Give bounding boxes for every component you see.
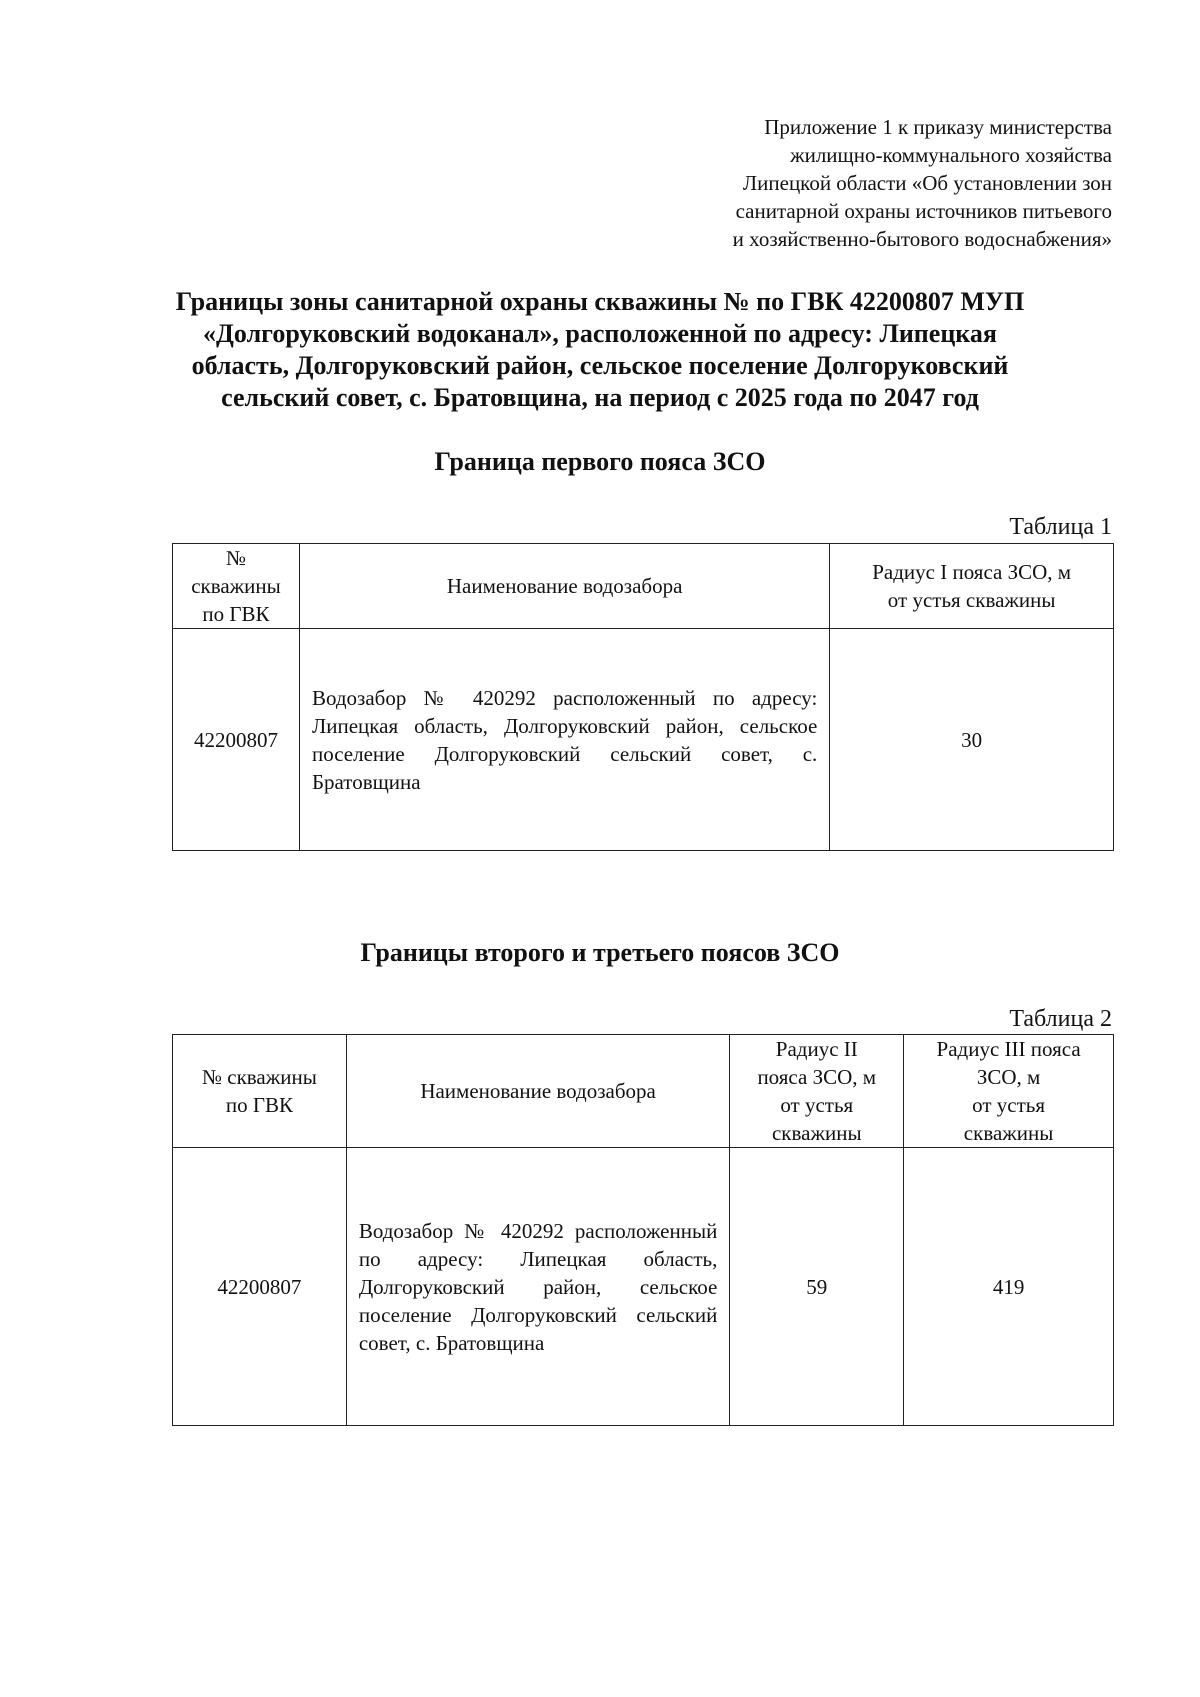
appendix-line: Липецкой области «Об установлении зон	[742, 171, 1112, 195]
table1-header-well-no: № скважины по ГВК	[173, 544, 300, 629]
table2-cell-name: Водозабор № 420292 расположенный по адресу: Липецкая область, Долгоруковский район, сельское поселение Долгоруковский сельский совет, с. Братовщина	[346, 1148, 730, 1426]
table2-cell-well-no: 42200807	[173, 1148, 347, 1426]
table2-header-row	[173, 1035, 1114, 1148]
table2-header-well-no: № скважины по ГВК	[173, 1035, 347, 1148]
table1-cell-radius1: 30	[830, 629, 1114, 851]
appendix-line: санитарной охраны источников питьевого	[735, 199, 1112, 223]
table1	[172, 543, 1114, 851]
table-row	[173, 629, 1114, 851]
table-row	[173, 1148, 1114, 1426]
table2-cell-radius2: 59	[730, 1148, 904, 1426]
section1-title: Граница первого пояса ЗСО	[434, 447, 766, 476]
section2-title: Границы второго и третьего поясов ЗСО	[360, 938, 840, 967]
table2-header-radius2: Радиус II пояса ЗСО, м от устья скважины	[730, 1035, 904, 1148]
table2-cell-radius3: 419	[904, 1148, 1114, 1426]
table1-header-row	[173, 544, 1114, 629]
appendix-line: жилищно-коммунального хозяйства	[790, 143, 1112, 167]
table2	[172, 1034, 1114, 1426]
table1-header-radius1: Радиус I пояса ЗСО, м от устья скважины	[830, 544, 1114, 629]
document-title	[150, 286, 1050, 414]
title-line: «Долгоруковский водоканал», расположенной по адресу: Липецкая	[203, 319, 997, 348]
table2-caption: Таблица 2	[1009, 1006, 1112, 1032]
table2-header-name: Наименование водозабора	[346, 1035, 730, 1148]
table1-header-name: Наименование водозабора	[299, 544, 829, 629]
appendix-line: и хозяйственно-бытового водоснабжения»	[732, 227, 1112, 251]
title-line: Границы зоны санитарной охраны скважины № по ГВК 42200807 МУП	[175, 287, 1025, 316]
table1-caption: Таблица 1	[1009, 514, 1112, 540]
table1-cell-well-no: 42200807	[173, 629, 300, 851]
table1-cell-name: Водозабор № 420292 расположенный по адресу: Липецкая область, Долгоруковский район, сельское поселение Долгоруковский сельский совет, с. Братовщина	[299, 629, 829, 851]
appendix-line: Приложение 1 к приказу министерства	[764, 115, 1112, 139]
title-line: область, Долгоруковский район, сельское поселение Долгоруковский	[191, 351, 1009, 380]
appendix-note	[592, 113, 1112, 253]
table2-header-radius3: Радиус III пояса ЗСО, м от устья скважины	[904, 1035, 1114, 1148]
title-line: сельский совет, с. Братовщина, на период с 2025 года по 2047 год	[221, 383, 979, 412]
